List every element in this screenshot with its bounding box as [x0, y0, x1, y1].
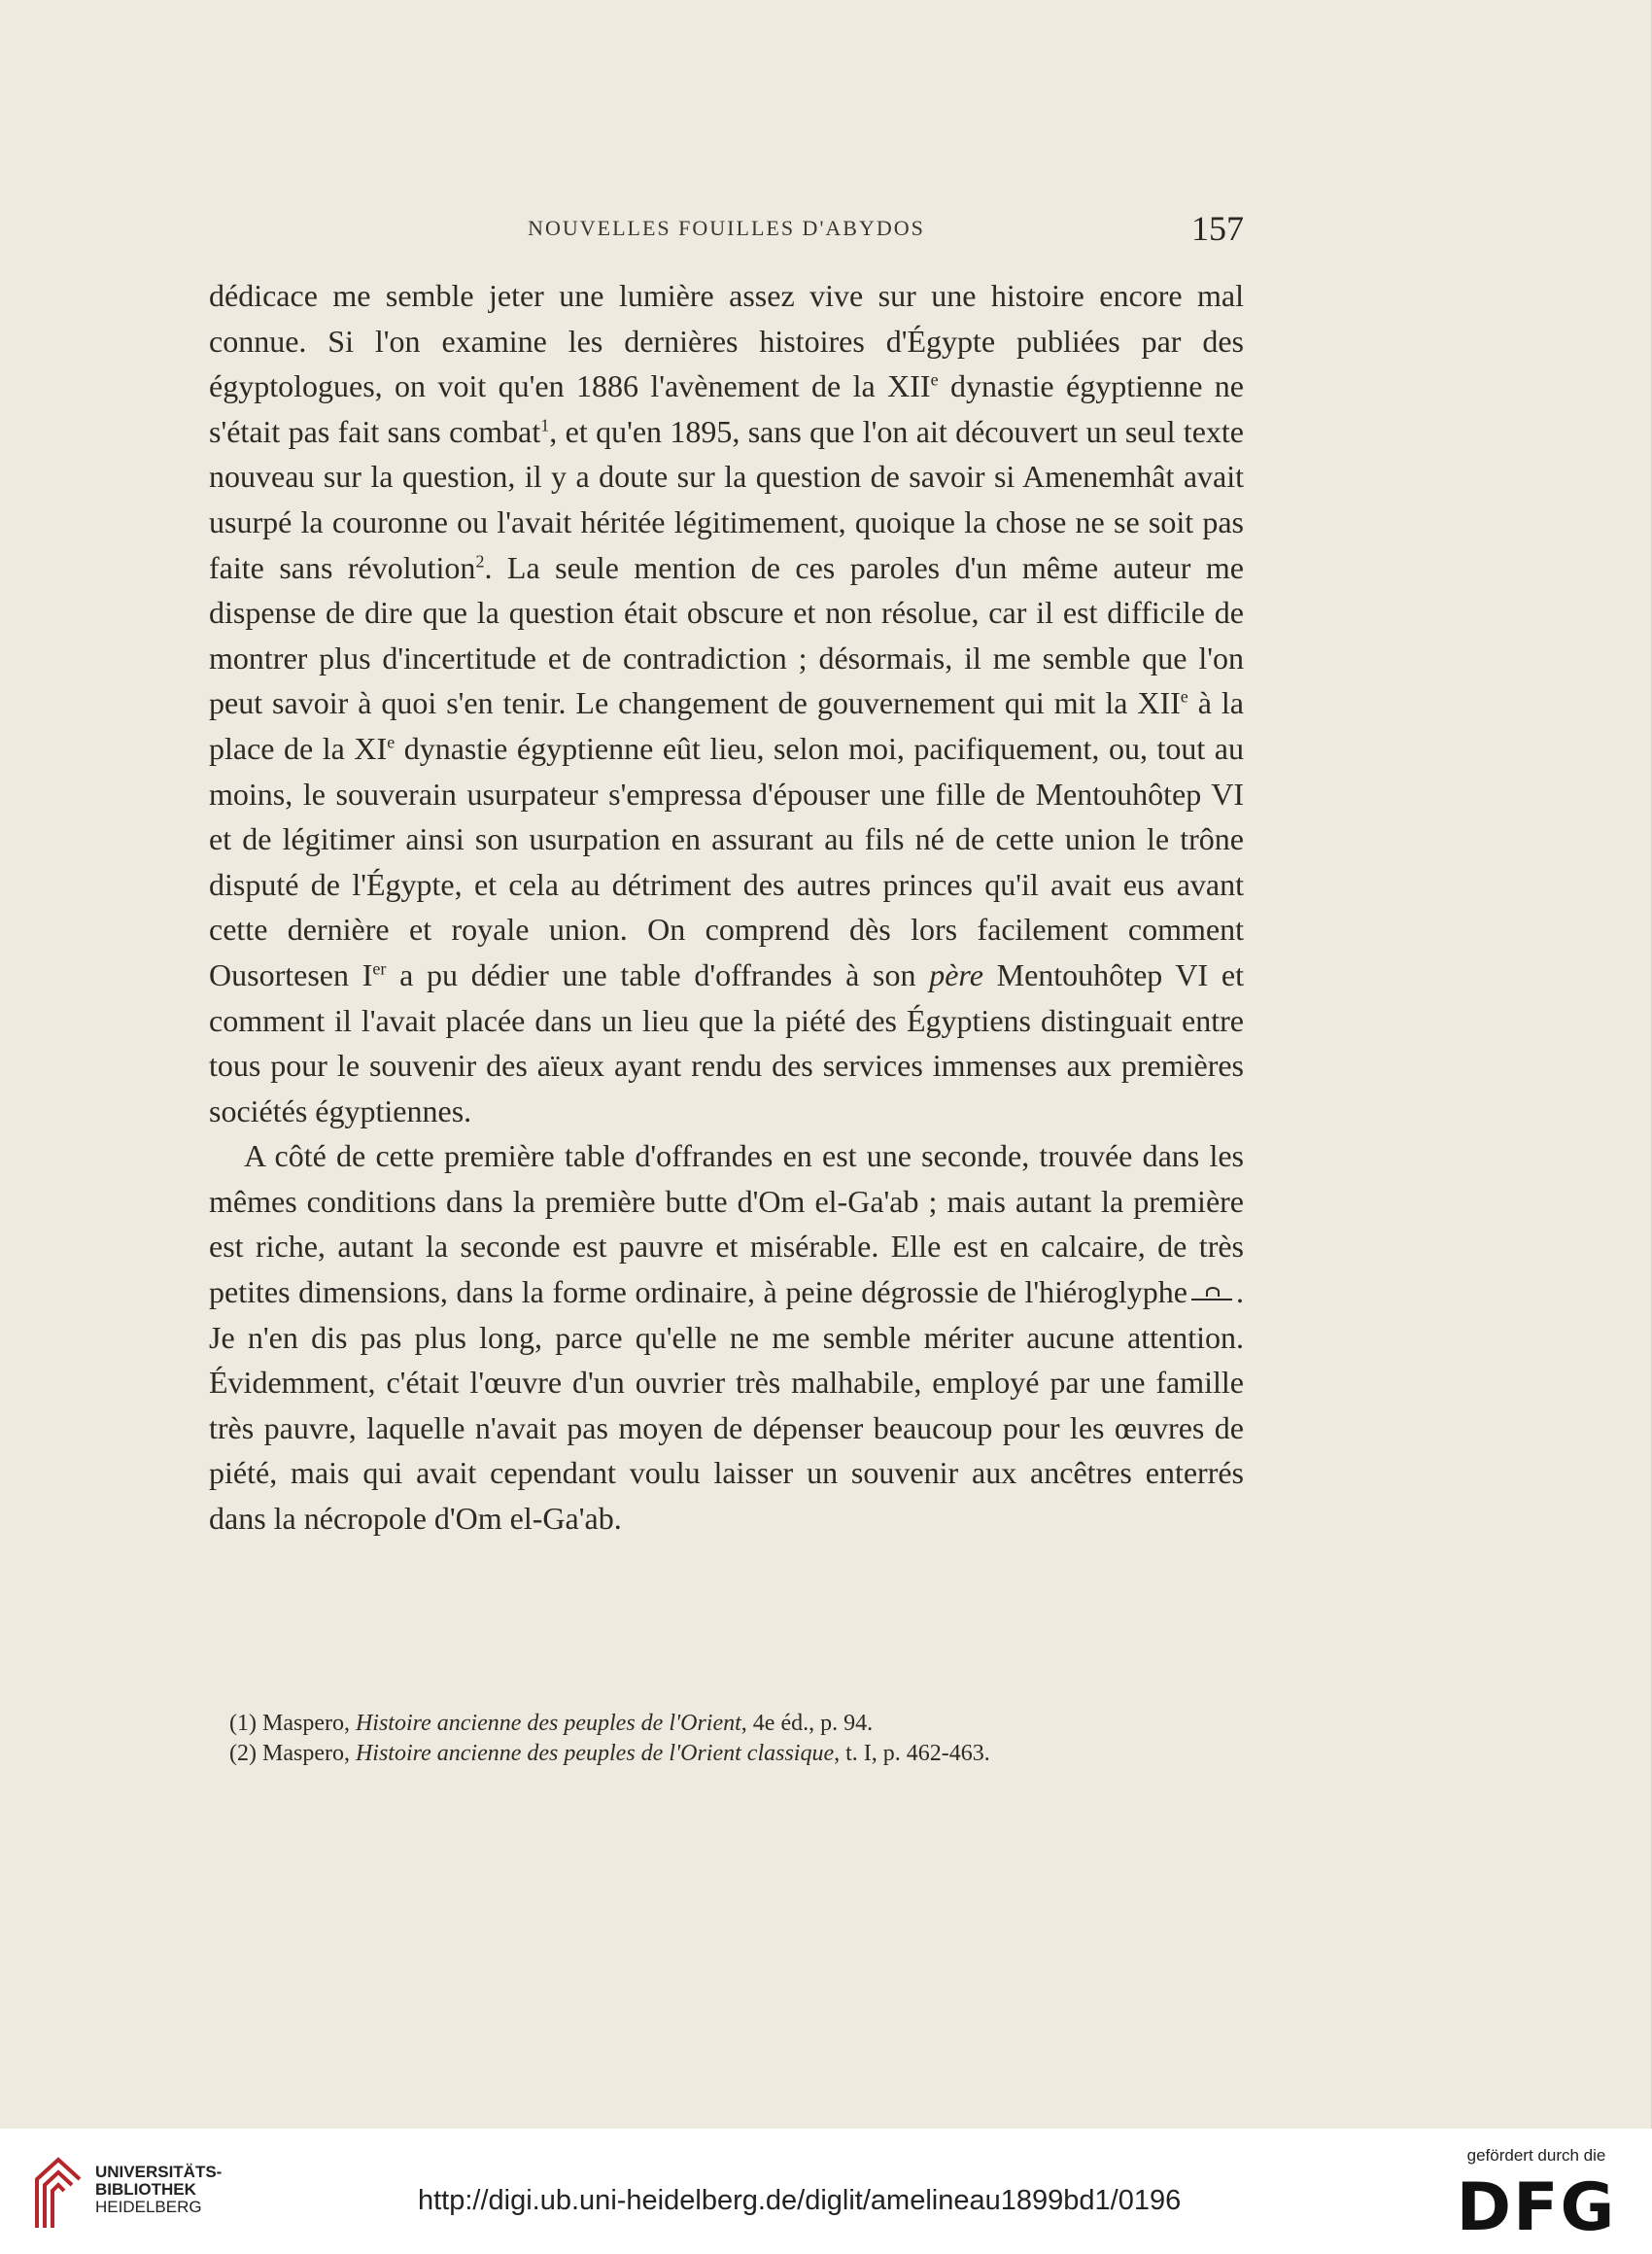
text-run: Mentouhôtep VI et comment il l'avait placée dans un lieu que la piété des Égyptiens distinguait entre tous pour le souvenir des aïeux ayant rendu des services immenses aux premières sociétés égyptiennes. — [209, 956, 1245, 1128]
funded-by-label: gefördert durch die — [1466, 2146, 1606, 2165]
dfg-logo: DFG — [1456, 2169, 1617, 2246]
superscript: e — [1180, 686, 1188, 707]
text-run: a pu dédier une table d'offrandes à son — [386, 956, 930, 992]
text-run: . Je n'en dis pas plus long, parce qu'elle ne me semble mériter aucune attention. Évidemment, c'était l'œuvre d'un ouvrier très malhabile, employé par une famille très pauvre, laquelle n'avait pas moyen de dépenser beaucoup pour les œuvres de piété, mais qui avait cependant voulu laisser un souvenir aux ancêtres enterrés dans la nécropole d'Om el-Ga'ab. — [209, 1274, 1244, 1537]
footnote-ref-2: 2 — [475, 550, 485, 571]
footnote-2 — [229, 1739, 1245, 1769]
footnote-details: , 4e éd., p. 94. — [740, 1711, 874, 1736]
footnote-author: Maspero, — [261, 1741, 356, 1766]
library-name-line: UNIVERSITÄTS- — [95, 2163, 223, 2181]
running-head: NOUVELLES FOUILLES D'ABYDOS — [528, 216, 925, 240]
footnote-author: Maspero, — [261, 1711, 356, 1736]
footnote-title: Histoire ancienne des peuples de l'Orient — [355, 1711, 741, 1736]
footnotes — [229, 1709, 1245, 1769]
hieroglyph-icon — [1191, 1285, 1232, 1300]
library-name-line: HEIDELBERG — [95, 2198, 202, 2216]
footnote-details: , t. I, p. 462-463. — [834, 1741, 990, 1766]
viewer-footer — [0, 2129, 1652, 2254]
italic-word: père — [929, 956, 983, 992]
body-text — [209, 273, 1244, 1542]
text-run: , et qu'en 1895, sans que l'on ait découvert un seul texte nouveau sur la question, il y a doute sur la question de savoir si Amenemhât avait usurpé la couronne ou l'avait héritée légitimement, quoique la chose ne se soit pas faite sans révolution — [209, 413, 1245, 585]
superscript: e — [387, 732, 396, 752]
library-name — [95, 2164, 222, 2216]
footnote-number: (1) — [229, 1711, 257, 1736]
university-library-logo-icon — [33, 2156, 84, 2232]
text-run: dédicace me semble jeter une lumière assez vive sur une histoire encore mal connue. Si l'on examine les dernières histoires d'Égypte publiées par des égyptologues, on voit qu'en 1886 l'avènement de la XII — [209, 278, 1244, 404]
page-number: 157 — [1191, 209, 1244, 248]
page-header — [209, 209, 1244, 255]
superscript: e — [930, 369, 939, 390]
text-run: dynastie égyptienne eût lieu, selon moi, pacifiquement, ou, tout au moins, le souverain usurpateur s'empressa d'épouser une fille de Mentouhôtep VI et de légitimer ainsi son usurpation en assurant au fils né de cette union le trône disputé de l'Égypte, et cela au détriment des autres princes qu'il avait eus avant cette dernière et royale union. On comprend dès lors facilement comment Ousortesen I — [209, 730, 1245, 992]
text-run: A côté de cette première table d'offrandes en est une seconde, trouvée dans les mêmes conditions dans la première butte d'Om el-Ga'ab ; mais autant la première est riche, autant la seconde est pauvre et misérable. Elle est en calcaire, de très petites dimensions, dans la forme ordinaire, à peine dégrossie de l'hiéroglyphe — [209, 1138, 1244, 1310]
superscript: er — [372, 958, 387, 979]
text-run: . La seule mention de ces paroles d'un même auteur me dispense de dire que la question était obscure et non résolue, car il est difficile de montrer plus d'incertitude et de contradiction ; désormais, il me semble que l'on peut savoir à quoi s'en tenir. Le changement de gouvernement qui mit la XII — [209, 549, 1245, 721]
permalink-url[interactable]: http://digi.ub.uni-heidelberg.de/diglit/amelineau1899bd1/0196 — [418, 2185, 1182, 2216]
footnote-1 — [229, 1709, 1245, 1739]
text-run: à la place de la XI — [209, 685, 1245, 766]
library-name-line: BIBLIOTHEK — [95, 2180, 196, 2199]
funder-block — [1444, 2146, 1629, 2246]
footnote-number: (2) — [229, 1741, 257, 1766]
paragraph-1 — [209, 273, 1244, 1133]
paragraph-2 — [209, 1133, 1244, 1541]
text-run: dynastie égyptienne ne s'était pas fait sans combat — [209, 368, 1245, 449]
footnote-title: Histoire ancienne des peuples de l'Orient classique — [355, 1741, 835, 1766]
footnote-ref-1: 1 — [540, 415, 550, 435]
